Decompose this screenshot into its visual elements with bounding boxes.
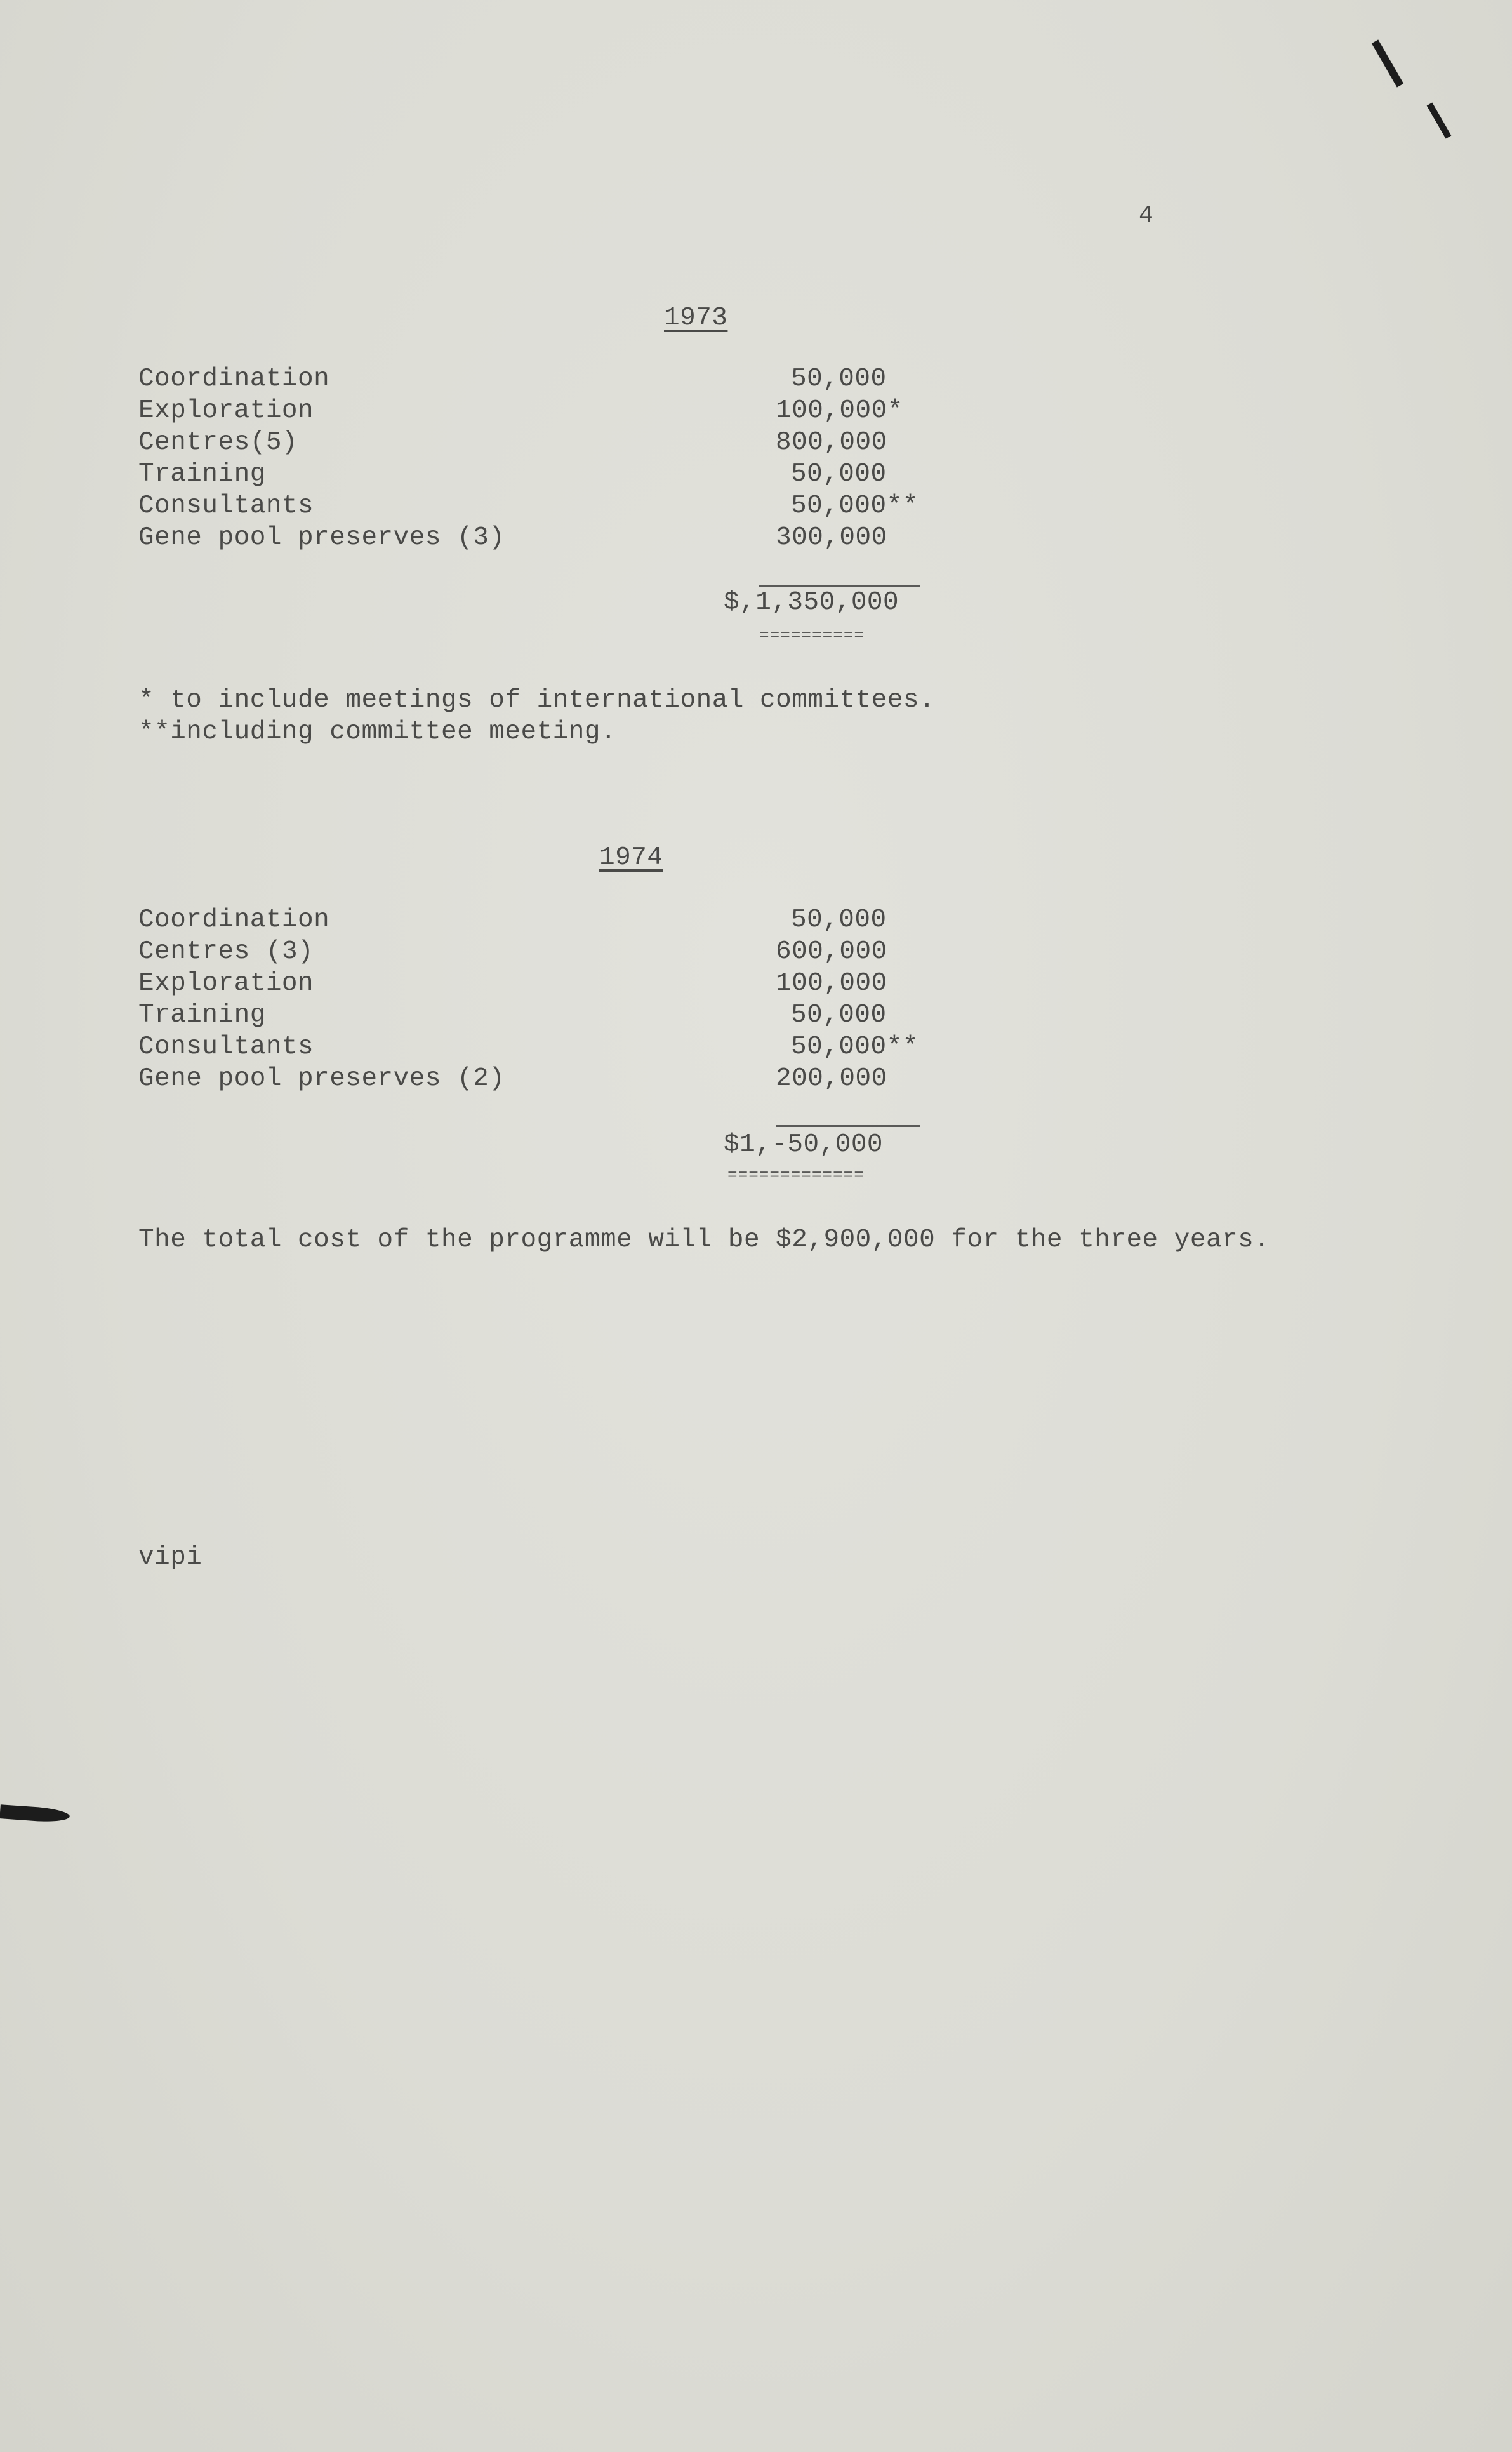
item-amount: 300,000 — [776, 523, 887, 552]
total-rule — [776, 1125, 920, 1127]
heading-1973: 1973 — [664, 303, 728, 333]
item-label: Exploration — [138, 396, 314, 425]
item-amount: 600,000 — [776, 937, 887, 966]
staple-mark — [1427, 103, 1452, 139]
page-number: 4 — [1139, 202, 1153, 229]
item-label: Centres(5) — [138, 428, 298, 457]
total-double-underline: ============= — [727, 1166, 865, 1185]
footnote: **including committee meeting. — [138, 717, 617, 747]
item-amount: 50,000** — [791, 1032, 918, 1062]
item-amount: 100,000* — [776, 396, 903, 425]
item-amount: 800,000 — [776, 428, 887, 457]
item-amount: 50,000 — [791, 1001, 887, 1030]
item-label: Training — [138, 460, 266, 489]
item-amount: 50,000 — [791, 460, 887, 489]
footnote: * to include meetings of international committees. — [138, 686, 936, 715]
item-amount: 200,000 — [776, 1064, 887, 1093]
item-amount: 50,000 — [791, 905, 887, 935]
item-label: Coordination — [138, 905, 330, 935]
item-amount: 100,000 — [776, 969, 887, 998]
summary-text: The total cost of the programme will be $2,900,000 for the three years. — [138, 1225, 1270, 1255]
item-label: Consultants — [138, 491, 314, 521]
item-label: Consultants — [138, 1032, 314, 1062]
item-label: Coordination — [138, 364, 330, 394]
heading-1974: 1974 — [599, 843, 663, 872]
total-double-underline: ========== — [759, 626, 865, 645]
item-amount: 50,000 — [791, 364, 887, 394]
total-amount: $,1,350,000 — [724, 588, 899, 617]
tear-mark — [0, 1804, 70, 1823]
item-label: Centres (3) — [138, 937, 314, 966]
total-amount: $1,-50,000 — [724, 1130, 884, 1159]
item-label: Gene pool preserves (3) — [138, 523, 505, 552]
item-label: Gene pool preserves (2) — [138, 1064, 505, 1093]
staple-mark — [1372, 39, 1403, 87]
item-amount: 50,000** — [791, 491, 918, 521]
item-label: Exploration — [138, 969, 314, 998]
typist-initials: vipi — [138, 1543, 202, 1572]
item-label: Training — [138, 1001, 266, 1030]
